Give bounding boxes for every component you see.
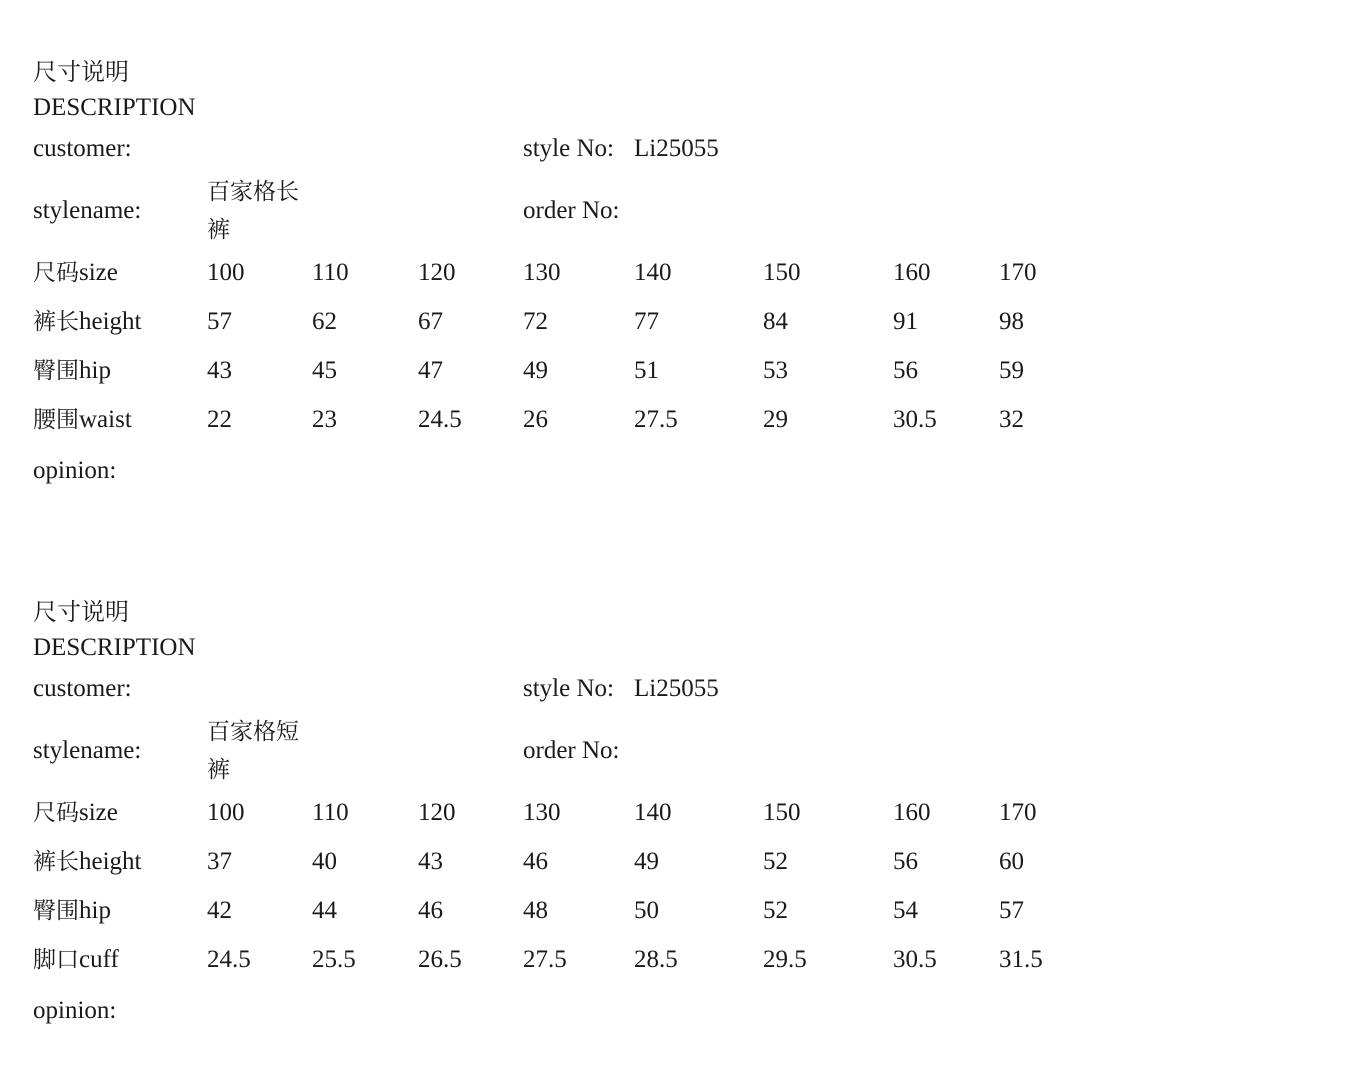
row-label-cn: 尺码 bbox=[33, 260, 79, 286]
table-cell: 31.5 bbox=[999, 946, 1043, 973]
table-row bbox=[0, 307, 1363, 341]
table-cell: 52 bbox=[763, 897, 788, 924]
table-cell: 98 bbox=[999, 308, 1024, 335]
style-no-label: style No: bbox=[523, 135, 614, 162]
table-cell: 120 bbox=[418, 799, 456, 826]
row-label-cn: 臀围 bbox=[33, 898, 79, 924]
table-cell: 50 bbox=[634, 897, 659, 924]
table-cell: 77 bbox=[634, 308, 659, 335]
row-label bbox=[33, 798, 118, 828]
table-cell: 49 bbox=[634, 848, 659, 875]
table-cell: 91 bbox=[893, 308, 918, 335]
table-cell: 25.5 bbox=[312, 946, 356, 973]
table-cell: 52 bbox=[763, 848, 788, 875]
table-cell: 100 bbox=[207, 799, 245, 826]
table-cell: 62 bbox=[312, 308, 337, 335]
row-label-cn: 裤长 bbox=[33, 309, 79, 335]
table-cell: 57 bbox=[999, 897, 1024, 924]
table-cell: 40 bbox=[312, 848, 337, 875]
table-cell: 46 bbox=[523, 848, 548, 875]
style-no-value: Li25055 bbox=[634, 675, 719, 702]
table-cell: 53 bbox=[763, 357, 788, 384]
table-row bbox=[0, 405, 1363, 439]
stylename-label: stylename: bbox=[33, 737, 142, 764]
row-label-cn: 脚口 bbox=[33, 947, 79, 973]
table-cell: 49 bbox=[523, 357, 548, 384]
opinion-label: opinion: bbox=[33, 997, 117, 1024]
table-cell: 43 bbox=[207, 357, 232, 384]
title-cn: 尺寸说明 bbox=[33, 58, 129, 86]
table-cell: 150 bbox=[763, 259, 801, 286]
table-cell: 24.5 bbox=[418, 406, 462, 433]
table-cell: 57 bbox=[207, 308, 232, 335]
row-label-en: height bbox=[79, 848, 142, 875]
stylename-value-line1: 百家格长 bbox=[207, 179, 299, 205]
table-cell: 44 bbox=[312, 897, 337, 924]
customer-label: customer: bbox=[33, 135, 132, 162]
table-cell: 110 bbox=[312, 799, 349, 826]
row-label bbox=[33, 356, 111, 386]
row-label bbox=[33, 847, 142, 877]
table-cell: 28.5 bbox=[634, 946, 678, 973]
title-en: DESCRIPTION bbox=[33, 94, 196, 121]
stylename-value-line2: 裤 bbox=[207, 757, 230, 783]
table-cell: 46 bbox=[418, 897, 443, 924]
table-row bbox=[0, 847, 1363, 881]
table-cell: 23 bbox=[312, 406, 337, 433]
table-cell: 59 bbox=[999, 357, 1024, 384]
table-cell: 30.5 bbox=[893, 406, 937, 433]
title-cn: 尺寸说明 bbox=[33, 598, 129, 626]
table-cell: 60 bbox=[999, 848, 1024, 875]
row-label-en: hip bbox=[79, 897, 111, 924]
table-cell: 54 bbox=[893, 897, 918, 924]
row-label-en: size bbox=[79, 799, 118, 826]
stylename-value-line1: 百家格短 bbox=[207, 719, 299, 745]
table-cell: 51 bbox=[634, 357, 659, 384]
row-label-en: hip bbox=[79, 357, 111, 384]
table-row bbox=[0, 945, 1363, 979]
row-label-cn: 臀围 bbox=[33, 358, 79, 384]
row-label-en: waist bbox=[79, 406, 132, 433]
table-cell: 140 bbox=[634, 259, 672, 286]
table-cell: 160 bbox=[893, 259, 931, 286]
table-cell: 24.5 bbox=[207, 946, 251, 973]
table-cell: 43 bbox=[418, 848, 443, 875]
table-cell: 170 bbox=[999, 259, 1037, 286]
row-label-en: cuff bbox=[79, 946, 119, 973]
row-label bbox=[33, 258, 118, 288]
table-cell: 26.5 bbox=[418, 946, 462, 973]
table-cell: 67 bbox=[418, 308, 443, 335]
table-cell: 26 bbox=[523, 406, 548, 433]
table-cell: 160 bbox=[893, 799, 931, 826]
table-cell: 56 bbox=[893, 357, 918, 384]
table-cell: 130 bbox=[523, 259, 561, 286]
table-row bbox=[0, 896, 1363, 930]
style-no-label: style No: bbox=[523, 675, 614, 702]
table-cell: 30.5 bbox=[893, 946, 937, 973]
table-cell: 56 bbox=[893, 848, 918, 875]
table-row bbox=[0, 798, 1363, 832]
table-cell: 45 bbox=[312, 357, 337, 384]
row-label bbox=[33, 405, 132, 435]
table-cell: 130 bbox=[523, 799, 561, 826]
row-label bbox=[33, 945, 119, 975]
table-cell: 29 bbox=[763, 406, 788, 433]
table-row bbox=[0, 356, 1363, 390]
row-label bbox=[33, 896, 111, 926]
table-cell: 47 bbox=[418, 357, 443, 384]
table-cell: 170 bbox=[999, 799, 1037, 826]
table-cell: 100 bbox=[207, 259, 245, 286]
table-cell: 48 bbox=[523, 897, 548, 924]
table-row bbox=[0, 258, 1363, 292]
table-cell: 84 bbox=[763, 308, 788, 335]
order-no-label: order No: bbox=[523, 197, 620, 224]
stylename-value-line2: 裤 bbox=[207, 217, 230, 243]
opinion-label: opinion: bbox=[33, 457, 117, 484]
row-label-cn: 裤长 bbox=[33, 849, 79, 875]
row-label-en: size bbox=[79, 259, 118, 286]
table-cell: 42 bbox=[207, 897, 232, 924]
table-cell: 120 bbox=[418, 259, 456, 286]
style-no-value: Li25055 bbox=[634, 135, 719, 162]
row-label bbox=[33, 307, 142, 337]
stylename-label: stylename: bbox=[33, 197, 142, 224]
table-cell: 29.5 bbox=[763, 946, 807, 973]
row-label-cn: 尺码 bbox=[33, 800, 79, 826]
table-cell: 110 bbox=[312, 259, 349, 286]
table-cell: 140 bbox=[634, 799, 672, 826]
row-label-cn: 腰围 bbox=[33, 407, 79, 433]
order-no-label: order No: bbox=[523, 737, 620, 764]
row-label-en: height bbox=[79, 308, 142, 335]
table-cell: 37 bbox=[207, 848, 232, 875]
table-cell: 72 bbox=[523, 308, 548, 335]
title-en: DESCRIPTION bbox=[33, 634, 196, 661]
customer-label: customer: bbox=[33, 675, 132, 702]
table-cell: 32 bbox=[999, 406, 1024, 433]
table-cell: 27.5 bbox=[634, 406, 678, 433]
table-cell: 22 bbox=[207, 406, 232, 433]
table-cell: 150 bbox=[763, 799, 801, 826]
table-cell: 27.5 bbox=[523, 946, 567, 973]
